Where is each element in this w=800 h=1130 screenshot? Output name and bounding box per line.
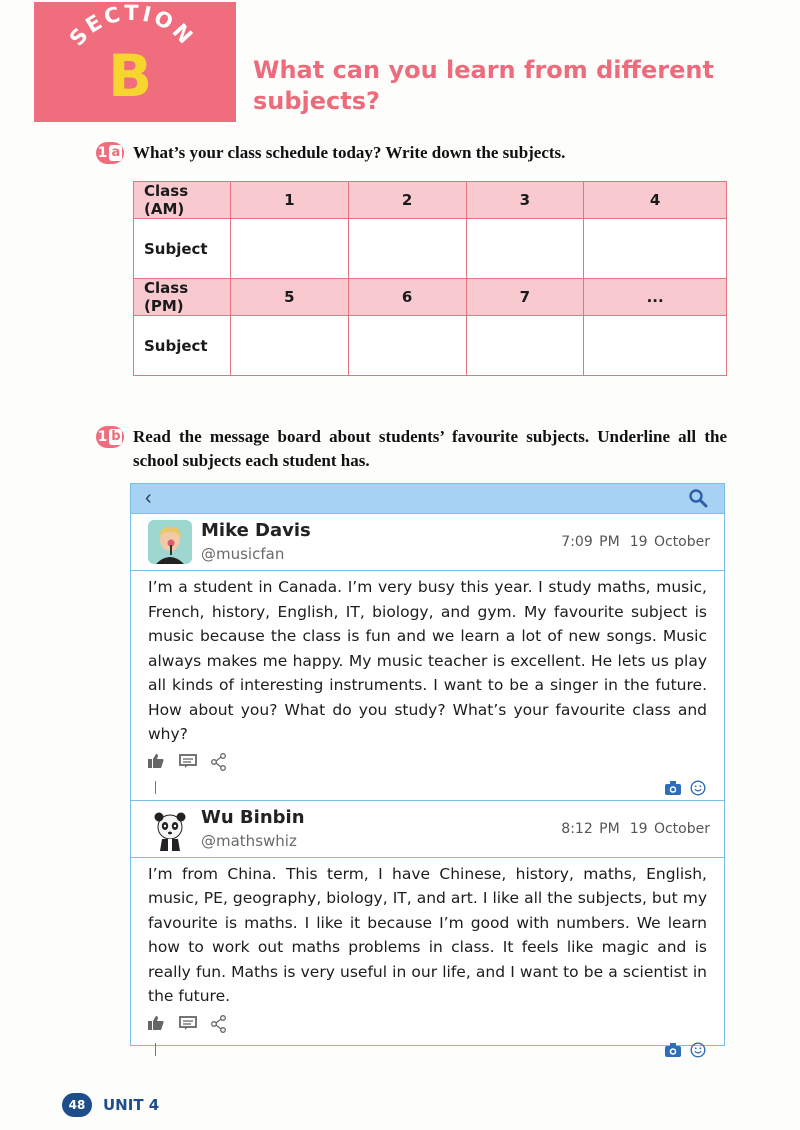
pm-label: Class (PM) <box>134 279 231 316</box>
search-icon[interactable] <box>688 488 708 508</box>
subject-label: Subject <box>134 316 231 376</box>
camera-icon[interactable] <box>664 1042 682 1058</box>
post-actions <box>131 1009 724 1041</box>
section-word: SECTION <box>64 2 200 51</box>
text-cursor <box>155 781 156 794</box>
post-author-name[interactable]: Wu Binbin <box>201 806 305 828</box>
table-row-am-subjects <box>134 219 727 279</box>
subject-cell[interactable] <box>466 316 584 376</box>
section-banner <box>34 2 236 122</box>
comment-icon[interactable] <box>179 753 197 769</box>
activity-1a-badge: 1 a <box>96 142 124 164</box>
post-author-handle[interactable]: @mathswhiz <box>201 831 297 850</box>
like-icon[interactable] <box>147 753 165 769</box>
board-toolbar <box>131 484 724 514</box>
am-slot: 1 <box>231 182 349 219</box>
activity-1b-badge: 1 b <box>96 426 124 448</box>
page-title: What can you learn from different subjects? <box>253 56 714 115</box>
section-letter: B <box>108 42 153 110</box>
post-body: I’m from China. This term, I have Chinese, history, maths, English, music, PE, geography, biology, IT, and art. I like all the subjects, but my favourite is maths. I like it because I’m good with numbers. We learn how to work out maths problems in class. It feels like magic and is really fun. Maths is very useful in our life, and I want to be a scientist in the future. <box>148 864 707 1005</box>
subject-cell[interactable] <box>584 219 727 279</box>
avatar-mike-davis <box>148 520 192 564</box>
reply-input[interactable] <box>131 779 724 801</box>
post-body: I’m a student in Canada. I’m very busy this year. I study maths, music, French, history, English, IT, biology, and gym. My favourite subject is music because the class is fun and we learn a lot of new songs. Music always makes me happy. My music teacher is excellent. He lets us play all kinds of interesting instruments. I want to be a singer in the future. How about you? What do you study? What’s your favourite class and why? <box>148 578 707 743</box>
activity-1a-instruction: What’s your class schedule today? Write down the subjects. <box>133 143 566 162</box>
emoji-icon[interactable] <box>690 780 706 796</box>
subject-cell[interactable] <box>231 316 349 376</box>
like-icon[interactable] <box>147 1015 165 1031</box>
subject-cell[interactable] <box>584 316 727 376</box>
post-timestamp: 7:09 PM 19 October <box>561 534 710 550</box>
pm-slot: 6 <box>348 279 466 316</box>
subject-cell[interactable] <box>348 219 466 279</box>
am-slot: 3 <box>466 182 584 219</box>
pm-slot: 5 <box>231 279 349 316</box>
subject-cell[interactable] <box>231 219 349 279</box>
post-header <box>131 514 724 571</box>
avatar-wu-binbin <box>148 807 192 851</box>
page-number: 48 <box>62 1093 92 1117</box>
pm-slot: 7 <box>466 279 584 316</box>
emoji-icon[interactable] <box>690 1042 706 1058</box>
unit-label: UNIT 4 <box>103 1096 160 1114</box>
subject-label: Subject <box>134 219 231 279</box>
class-schedule-table <box>133 181 727 376</box>
comment-icon[interactable] <box>179 1015 197 1031</box>
table-row-pm-subjects <box>134 316 727 376</box>
am-slot: 2 <box>348 182 466 219</box>
table-row-pm <box>134 279 727 316</box>
text-cursor <box>155 1043 156 1056</box>
activity-1b-instruction: Read the message board about students’ favourite subjects. Underline all the school subjects each student has. <box>133 427 727 470</box>
post-author-name[interactable]: Mike Davis <box>201 520 311 541</box>
subject-cell[interactable] <box>466 219 584 279</box>
post-actions <box>131 747 724 779</box>
am-slot: 4 <box>584 182 727 219</box>
post-timestamp: 8:12 PM 19 October <box>561 820 710 837</box>
pm-slot: ... <box>584 279 727 316</box>
share-icon[interactable] <box>210 753 228 771</box>
table-row-am <box>134 182 727 219</box>
subject-cell[interactable] <box>348 316 466 376</box>
share-icon[interactable] <box>210 1015 228 1033</box>
reply-input[interactable] <box>131 1041 724 1063</box>
am-label: Class (AM) <box>134 182 231 219</box>
chevron-left-icon[interactable]: ‹ <box>145 487 152 509</box>
post-author-handle[interactable]: @musicfan <box>201 545 285 563</box>
camera-icon[interactable] <box>664 780 682 796</box>
post-header <box>131 801 724 858</box>
message-board <box>130 483 725 1046</box>
